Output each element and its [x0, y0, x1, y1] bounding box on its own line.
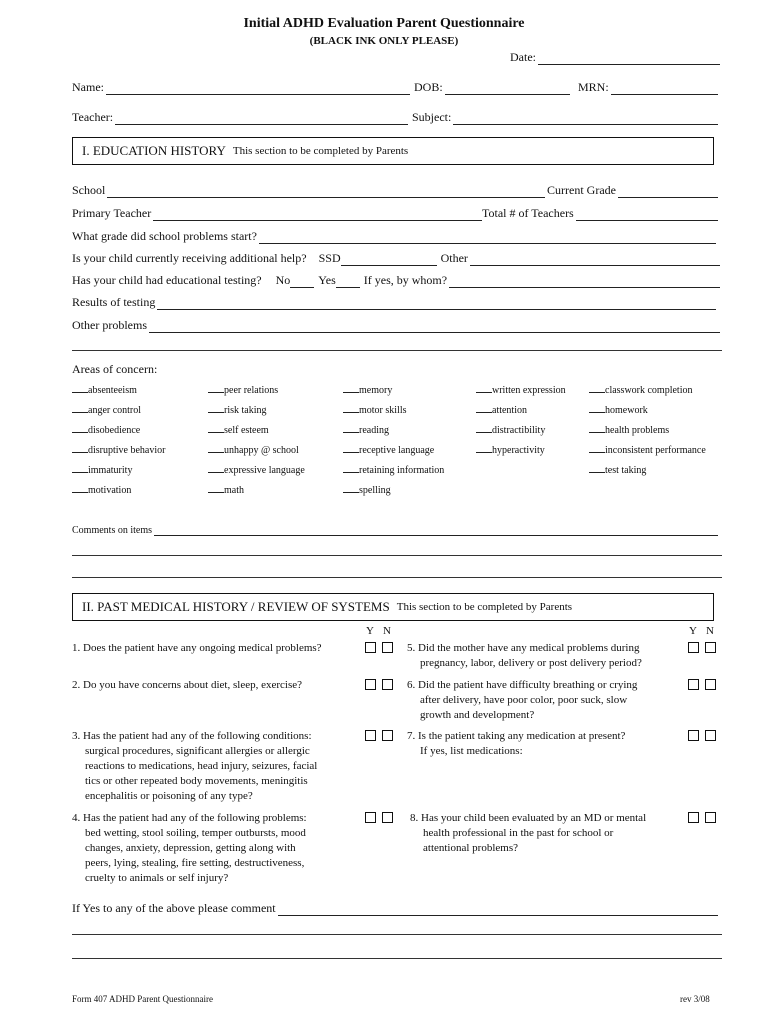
- medical-heading: II. PAST MEDICAL HISTORY / REVIEW OF SYSTEMS: [82, 599, 390, 614]
- q6-no-checkbox[interactable]: [705, 679, 716, 690]
- area-label: motivation: [88, 485, 132, 496]
- area-label: inconsistent performance: [605, 445, 706, 456]
- question-3-line: surgical procedures, significant allergies or allergic: [85, 745, 310, 757]
- form-subtitle: (BLACK INK ONLY PLEASE): [309, 35, 459, 47]
- date-label: Date:: [510, 50, 536, 64]
- total-teachers-field[interactable]: [482, 206, 720, 221]
- revision-label: rev 3/08: [680, 994, 710, 1004]
- area-of-concern-item[interactable]: [589, 444, 706, 456]
- area-checkbox-blank[interactable]: [476, 404, 492, 413]
- area-checkbox-blank[interactable]: [208, 484, 224, 493]
- q3-no-checkbox[interactable]: [382, 730, 393, 741]
- q5-no-checkbox[interactable]: [705, 642, 716, 653]
- results-field[interactable]: [72, 295, 718, 310]
- area-label: hyperactivity: [492, 445, 545, 456]
- area-checkbox-blank[interactable]: [476, 424, 492, 433]
- area-checkbox-blank[interactable]: [208, 384, 224, 393]
- area-of-concern-item[interactable]: [72, 444, 165, 456]
- area-checkbox-blank[interactable]: [72, 404, 88, 413]
- dob-label: DOB:: [414, 80, 443, 94]
- area-checkbox-blank[interactable]: [589, 424, 605, 433]
- question-8-line: attentional problems?: [423, 842, 518, 854]
- area-label: self esteem: [224, 425, 269, 436]
- area-checkbox-blank[interactable]: [343, 404, 359, 413]
- area-label: disruptive behavior: [88, 445, 166, 456]
- area-label: math: [224, 485, 244, 496]
- area-of-concern-item[interactable]: [343, 424, 389, 436]
- area-checkbox-blank[interactable]: [476, 444, 492, 453]
- area-checkbox-blank[interactable]: [343, 484, 359, 493]
- area-label: disobedience: [88, 425, 141, 436]
- area-of-concern-item[interactable]: [589, 384, 692, 396]
- medical-note: This section to be completed by Parents: [396, 601, 573, 613]
- medical-comment-label: If Yes to any of the above please comment: [72, 901, 276, 915]
- area-of-concern-item[interactable]: [343, 444, 434, 456]
- education-section-header: [72, 137, 714, 165]
- subject-field[interactable]: [412, 110, 720, 125]
- area-of-concern-item[interactable]: [343, 484, 391, 496]
- area-checkbox-blank[interactable]: [208, 464, 224, 473]
- other-label: Other: [440, 251, 468, 265]
- area-label: spelling: [359, 485, 391, 496]
- question-4-line: changes, anxiety, depression, getting along with: [85, 842, 296, 854]
- y-header-right: Y: [689, 625, 697, 637]
- mrn-label: MRN:: [578, 80, 609, 94]
- area-checkbox-blank[interactable]: [208, 404, 224, 413]
- comments-line-2[interactable]: [72, 555, 722, 556]
- area-label: attention: [492, 405, 527, 416]
- question-3-line: reactions to medications, head injury, seizures, facial: [85, 760, 318, 772]
- area-label: receptive language: [359, 445, 435, 456]
- school-field[interactable]: [72, 183, 547, 198]
- question-6: [407, 678, 637, 723]
- q3-yes-checkbox[interactable]: [365, 730, 376, 741]
- no-label: No: [275, 273, 291, 287]
- area-checkbox-blank[interactable]: [208, 444, 224, 453]
- q6-yes-checkbox[interactable]: [688, 679, 699, 690]
- medical-comment-line-3[interactable]: [72, 958, 722, 959]
- name-field[interactable]: [72, 80, 412, 95]
- area-label: classwork completion: [605, 385, 693, 396]
- medical-section-header: [72, 593, 714, 621]
- area-label: distractibility: [492, 425, 546, 436]
- area-of-concern-item[interactable]: [476, 404, 527, 416]
- q8-yes-checkbox[interactable]: [688, 812, 699, 823]
- area-checkbox-blank[interactable]: [72, 384, 88, 393]
- area-label: written expression: [492, 385, 566, 396]
- question-3: [72, 729, 317, 804]
- mrn-field[interactable]: [578, 80, 720, 95]
- area-of-concern-item[interactable]: [208, 424, 269, 436]
- area-label: risk taking: [224, 405, 267, 416]
- question-3-line: tics or other repeated body movements, meningitis: [85, 775, 308, 787]
- question-4-line: peers, lying, stealing, fire setting, destructiveness,: [85, 857, 305, 869]
- yes-blank[interactable]: [336, 278, 360, 288]
- question-7-line: 7. Is the patient taking any medication at present?: [407, 730, 626, 742]
- education-heading: I. EDUCATION HISTORY: [82, 143, 226, 158]
- y-header-left: Y: [366, 625, 374, 637]
- area-label: memory: [359, 385, 393, 396]
- question-2-line: 2. Do you have concerns about diet, sleep, exercise?: [72, 679, 302, 691]
- area-checkbox-blank[interactable]: [343, 444, 359, 453]
- area-checkbox-blank[interactable]: [476, 384, 492, 393]
- area-of-concern-item[interactable]: [208, 484, 244, 496]
- other-problems-label: Other problems: [72, 318, 147, 332]
- question-6-line: after delivery, have poor color, poor suck, slow: [420, 694, 628, 706]
- area-of-concern-item[interactable]: [72, 424, 140, 436]
- question-5: [407, 641, 642, 671]
- area-checkbox-blank[interactable]: [208, 424, 224, 433]
- current-grade-label: Current Grade: [547, 183, 616, 197]
- education-note: This section to be completed by Parents: [232, 145, 409, 157]
- primary-teacher-field[interactable]: [72, 206, 484, 221]
- medical-comment-line-2[interactable]: [72, 934, 722, 935]
- area-of-concern-item[interactable]: [589, 404, 648, 416]
- q7-no-checkbox[interactable]: [705, 730, 716, 741]
- question-1: [72, 641, 322, 656]
- name-label: Name:: [72, 80, 104, 94]
- area-label: immaturity: [88, 465, 133, 476]
- testing-label: Has your child had educational testing?: [72, 273, 262, 287]
- grade-start-field[interactable]: [72, 229, 718, 244]
- question-2: [72, 678, 302, 693]
- q4-no-checkbox[interactable]: [382, 812, 393, 823]
- area-checkbox-blank[interactable]: [343, 464, 359, 473]
- area-of-concern-item[interactable]: [72, 464, 132, 476]
- comments-line-3[interactable]: [72, 577, 722, 578]
- area-label: test taking: [605, 465, 647, 476]
- area-of-concern-item[interactable]: [72, 404, 141, 416]
- area-of-concern-item[interactable]: [589, 464, 646, 476]
- q7-yes-checkbox[interactable]: [688, 730, 699, 741]
- grade-start-label: What grade did school problems start?: [72, 229, 257, 243]
- comments-label: Comments on items: [72, 525, 152, 536]
- area-label: health problems: [605, 425, 670, 436]
- teacher-label: Teacher:: [72, 110, 114, 124]
- area-checkbox-blank[interactable]: [589, 404, 605, 413]
- ssd-label: SSD: [318, 251, 341, 265]
- area-checkbox-blank[interactable]: [72, 484, 88, 493]
- q8-no-checkbox[interactable]: [705, 812, 716, 823]
- area-label: absenteeism: [88, 385, 137, 396]
- area-label: homework: [605, 405, 648, 416]
- area-checkbox-blank[interactable]: [72, 464, 88, 473]
- other-problems-extra-line[interactable]: [72, 350, 722, 351]
- results-label: Results of testing: [72, 295, 156, 309]
- no-blank[interactable]: [290, 278, 314, 288]
- area-of-concern-item[interactable]: [343, 384, 392, 396]
- medical-comment-field[interactable]: [72, 901, 720, 916]
- area-label: reading: [359, 425, 389, 436]
- area-of-concern-item[interactable]: [72, 484, 131, 496]
- area-label: unhappy @ school: [224, 445, 299, 456]
- other-problems-field[interactable]: [72, 318, 722, 333]
- area-label: motor skills: [359, 405, 407, 416]
- area-of-concern-item[interactable]: [476, 444, 545, 456]
- question-4: [72, 811, 307, 886]
- question-5-line: pregnancy, labor, delivery or post delivery period?: [420, 657, 642, 669]
- area-of-concern-item[interactable]: [208, 464, 305, 476]
- area-of-concern-item[interactable]: [343, 464, 444, 476]
- form-number-label: Form 407 ADHD Parent Questionnaire: [72, 994, 213, 1004]
- question-5-line: 5. Did the mother have any medical problems during: [407, 642, 640, 654]
- area-of-concern-item[interactable]: [343, 404, 407, 416]
- teacher-field[interactable]: [72, 110, 410, 125]
- ssd-blank[interactable]: [341, 256, 437, 266]
- area-of-concern-item[interactable]: [208, 444, 299, 456]
- q2-yes-checkbox[interactable]: [365, 679, 376, 690]
- areas-label: Areas of concern:: [72, 362, 158, 376]
- question-8-line: 8. Has your child been evaluated by an MD or mental: [410, 812, 647, 824]
- area-label: anger control: [88, 405, 142, 416]
- n-header-right: N: [706, 625, 714, 637]
- question-4-line: cruelty to animals or self injury?: [85, 872, 229, 884]
- area-of-concern-item[interactable]: [476, 424, 545, 436]
- testing-row[interactable]: [72, 273, 722, 288]
- form-title: Initial ADHD Evaluation Parent Questionnaire: [243, 16, 525, 31]
- n-header-left: N: [383, 625, 391, 637]
- question-6-line: 6. Did the patient have difficulty breathing or crying: [407, 679, 638, 691]
- total-teachers-label: Total # of Teachers: [482, 206, 574, 220]
- question-3-line: encephalitis or poisoning of any type?: [85, 790, 253, 802]
- school-label: School: [72, 183, 106, 197]
- question-8: [410, 811, 646, 856]
- question-7: [407, 729, 625, 759]
- area-of-concern-item[interactable]: [208, 404, 267, 416]
- additional-help-label: Is your child currently receiving additional help?: [72, 251, 307, 265]
- question-8-line: health professional in the past for school or: [423, 827, 614, 839]
- area-of-concern-item[interactable]: [72, 384, 137, 396]
- area-label: peer relations: [224, 385, 279, 396]
- area-label: retaining information: [359, 465, 445, 476]
- additional-help-row[interactable]: [72, 251, 722, 266]
- comments-field[interactable]: [72, 525, 720, 536]
- yes-label: Yes: [318, 273, 336, 287]
- question-7-line: If yes, list medications:: [420, 745, 523, 757]
- area-checkbox-blank[interactable]: [343, 424, 359, 433]
- date-field[interactable]: [510, 50, 722, 65]
- dob-field[interactable]: [414, 80, 572, 95]
- by-whom-label: If yes, by whom?: [363, 273, 448, 287]
- area-of-concern-item[interactable]: [589, 424, 669, 436]
- q2-no-checkbox[interactable]: [382, 679, 393, 690]
- q1-no-checkbox[interactable]: [382, 642, 393, 653]
- current-grade-field[interactable]: [547, 183, 720, 198]
- area-checkbox-blank[interactable]: [343, 384, 359, 393]
- question-4-line: bed wetting, stool soiling, temper outbursts, mood: [85, 827, 306, 839]
- area-of-concern-item[interactable]: [208, 384, 278, 396]
- area-checkbox-blank[interactable]: [589, 444, 605, 453]
- primary-teacher-label: Primary Teacher: [72, 206, 152, 220]
- q5-yes-checkbox[interactable]: [688, 642, 699, 653]
- area-checkbox-blank[interactable]: [72, 444, 88, 453]
- area-of-concern-item[interactable]: [476, 384, 566, 396]
- area-label: expressive language: [224, 465, 305, 476]
- area-checkbox-blank[interactable]: [589, 464, 605, 473]
- question-4-line: 4. Has the patient had any of the following problems:: [72, 812, 307, 824]
- q4-yes-checkbox[interactable]: [365, 812, 376, 823]
- q1-yes-checkbox[interactable]: [365, 642, 376, 653]
- question-6-line: growth and development?: [420, 709, 535, 721]
- area-checkbox-blank[interactable]: [589, 384, 605, 393]
- question-3-line: 3. Has the patient had any of the following conditions:: [72, 730, 312, 742]
- question-1-line: 1. Does the patient have any ongoing medical problems?: [72, 642, 322, 654]
- area-checkbox-blank[interactable]: [72, 424, 88, 433]
- subject-label: Subject:: [412, 110, 452, 124]
